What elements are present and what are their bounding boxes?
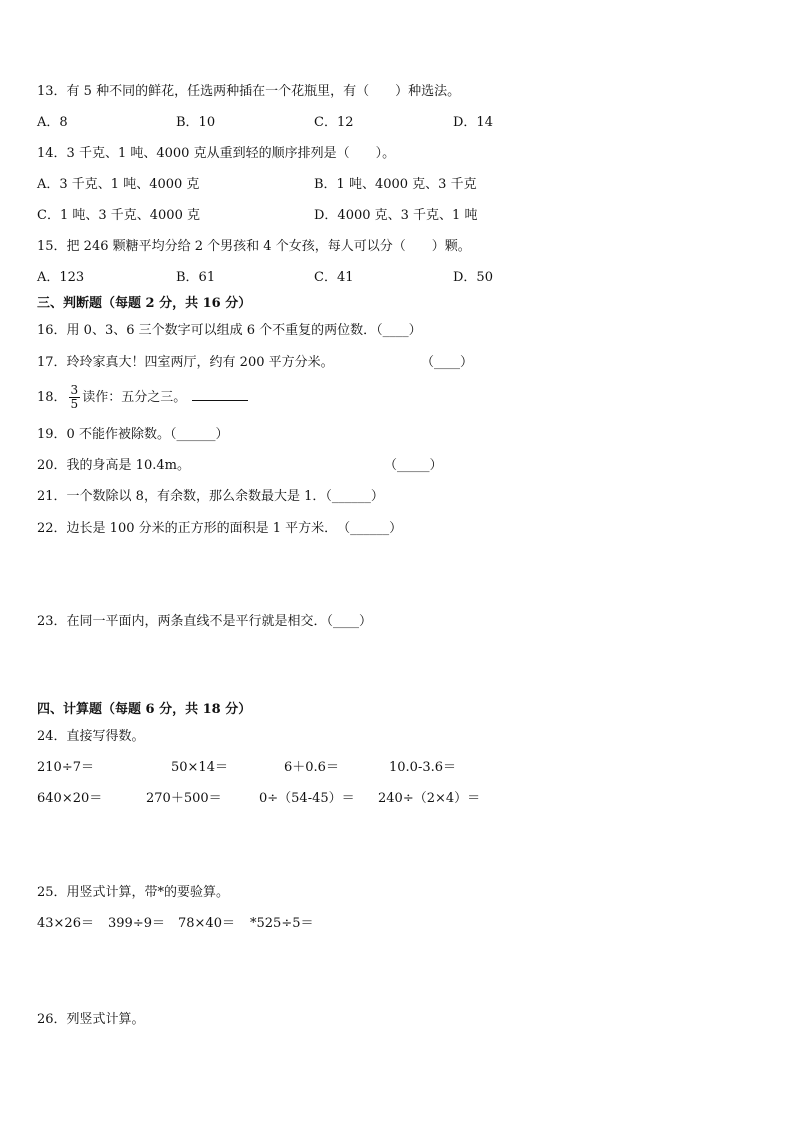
q15-option-c: C．41	[314, 270, 354, 285]
fraction-numerator: 3	[70, 383, 79, 397]
question-23: 23．在同一平面内，两条直线不是平行就是相交．（____）	[37, 614, 373, 629]
fraction	[69, 384, 81, 411]
question-16: 16．用 0、3、6 三个数字可以组成 6 个不重复的两位数．（____）	[37, 323, 422, 338]
question-17-blank: （____）	[421, 355, 474, 370]
q24-item: 210÷7＝	[37, 760, 94, 775]
question-18	[37, 378, 248, 418]
q18-number: 18．	[37, 390, 67, 405]
q24-item: 640×20＝	[37, 791, 103, 806]
q25-item: 399÷9＝	[108, 916, 165, 931]
question-15-stem: 15．把 246 颗糖平均分给 2 个男孩和 4 个女孩，每人可以分（ ）颗。	[37, 239, 471, 254]
q13-option-d: D．14	[453, 115, 493, 130]
q14-option-a: A．3 千克、1 吨、4000 克	[37, 177, 200, 192]
q25-item: 43×26＝	[37, 916, 94, 931]
question-24-stem: 24．直接写得数。	[37, 729, 145, 744]
question-14-stem: 14．3 千克、1 吨、4000 克从重到轻的顺序排列是（ ）。	[37, 146, 396, 161]
q18-text: 读作：五分之三。	[82, 390, 187, 405]
question-25-stem: 25．用竖式计算，带*的要验算。	[37, 885, 230, 900]
question-13-stem: 13．有 5 种不同的鲜花，任选两种插在一个花瓶里，有（ ）种选法。	[37, 84, 461, 99]
q25-item: 78×40＝	[178, 916, 235, 931]
question-21: 21．一个数除以 8，有余数，那么余数最大是 1．（______）	[37, 489, 384, 504]
question-20-stem: 20．我的身高是 10.4m。	[37, 458, 190, 473]
q15-option-d: D．50	[453, 270, 493, 285]
question-20-blank: （_____）	[384, 458, 443, 473]
q24-item: 240÷（2×4）＝	[378, 791, 481, 806]
question-19: 19．0 不能作被除数。（______）	[37, 427, 229, 442]
section-4-title: 四、计算题（每题 6 分，共 18 分）	[37, 702, 252, 717]
q24-item: 10.0-3.6＝	[389, 760, 457, 775]
q13-option-a: A．8	[37, 115, 68, 130]
q15-option-a: A．123	[37, 270, 85, 285]
q15-option-b: B．61	[176, 270, 216, 285]
q14-option-b: B．1 吨、4000 克、3 千克	[314, 177, 477, 192]
q13-option-c: C．12	[314, 115, 354, 130]
q25-item: *525÷5＝	[250, 916, 314, 931]
q24-item: 270＋500＝	[146, 791, 222, 806]
q24-item: 50×14＝	[171, 760, 228, 775]
fraction-denominator: 5	[70, 397, 79, 411]
q14-option-c: C．1 吨、3 千克、4000 克	[37, 208, 200, 223]
q13-option-b: B．10	[176, 115, 216, 130]
answer-blank-line	[192, 388, 248, 401]
q24-item: 0÷（54-45）＝	[259, 791, 355, 806]
q24-item: 6＋0.6＝	[284, 760, 339, 775]
section-3-title: 三、判断题（每题 2 分，共 16 分）	[37, 296, 252, 311]
q14-option-d: D．4000 克、3 千克、1 吨	[314, 208, 478, 223]
question-22: 22．边长是 100 分米的正方形的面积是 1 平方米． （______）	[37, 521, 403, 536]
question-26: 26．列竖式计算。	[37, 1012, 145, 1027]
question-17-stem: 17．玲玲家真大！四室两厅，约有 200 平方分米。	[37, 355, 334, 370]
